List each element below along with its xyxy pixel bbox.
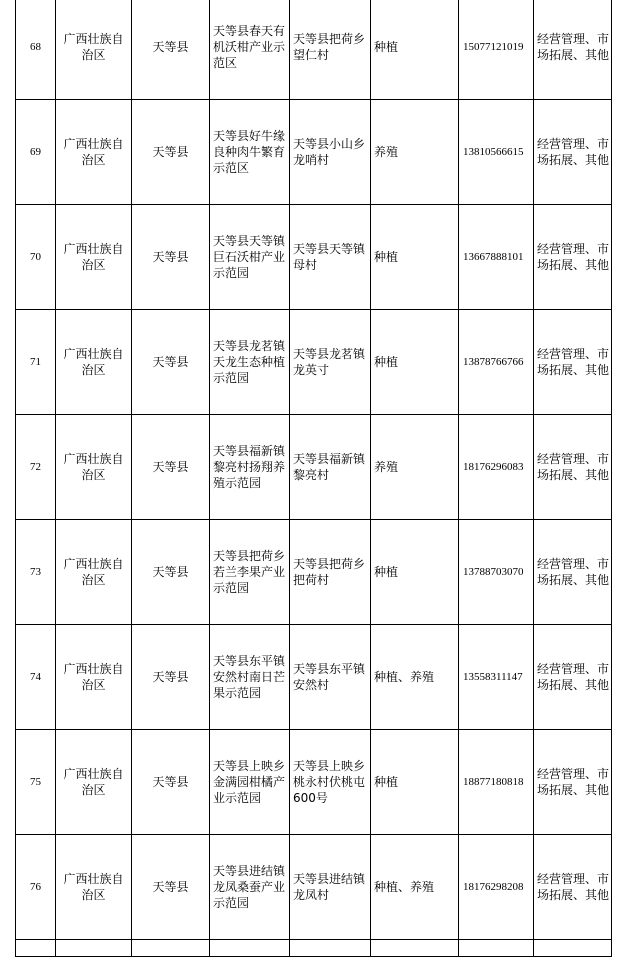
province-cell: 广西壮族自治区 bbox=[56, 625, 132, 730]
needs-cell: 经营管理、市场拓展、其他 bbox=[534, 310, 612, 415]
phone-cell: 13667888101 bbox=[459, 205, 534, 310]
industry-type-cell: 种植 bbox=[371, 520, 459, 625]
row-number: 75 bbox=[16, 730, 56, 835]
needs-cell: 经营管理、市场拓展、其他 bbox=[534, 100, 612, 205]
row-number: 68 bbox=[16, 0, 56, 100]
zone-name-cell: 天等县把荷乡若兰李果产业示范园 bbox=[210, 520, 290, 625]
province-cell: 广西壮族自治区 bbox=[56, 835, 132, 940]
industry-type-cell: 养殖 bbox=[371, 415, 459, 520]
table-row bbox=[16, 625, 612, 730]
phone-cell: 13878766766 bbox=[459, 310, 534, 415]
industry-type-cell: 种植、养殖 bbox=[371, 835, 459, 940]
county-cell: 天等县 bbox=[132, 205, 210, 310]
industry-type-cell: 种植 bbox=[371, 0, 459, 100]
row-number: 76 bbox=[16, 835, 56, 940]
needs-cell: 经营管理、市场拓展、其他 bbox=[534, 0, 612, 100]
row-number: 73 bbox=[16, 520, 56, 625]
county-cell: 天等县 bbox=[132, 625, 210, 730]
phone-cell: 18176298208 bbox=[459, 835, 534, 940]
county-cell: 天等县 bbox=[132, 100, 210, 205]
phone-cell: 13810566615 bbox=[459, 100, 534, 205]
zone-name-cell: 天等县好牛缘良种肉牛繁育示范区 bbox=[210, 100, 290, 205]
table-row bbox=[16, 0, 612, 100]
county-cell: 天等县 bbox=[132, 0, 210, 100]
province-cell: 广西壮族自治区 bbox=[56, 730, 132, 835]
table-row bbox=[16, 730, 612, 835]
province-cell: 广西壮族自治区 bbox=[56, 100, 132, 205]
province-cell: 广西壮族自治区 bbox=[56, 0, 132, 100]
province-cell: 广西壮族自治区 bbox=[56, 310, 132, 415]
row-number: 71 bbox=[16, 310, 56, 415]
zone-name-cell: 天等县进结镇龙凤桑蚕产业示范园 bbox=[210, 835, 290, 940]
row-number: 74 bbox=[16, 625, 56, 730]
row-number: 70 bbox=[16, 205, 56, 310]
industry-type-cell: 种植 bbox=[371, 730, 459, 835]
phone-cell: 15077121019 bbox=[459, 0, 534, 100]
province-cell: 广西壮族自治区 bbox=[56, 205, 132, 310]
province-cell: 广西壮族自治区 bbox=[56, 415, 132, 520]
phone-cell: 18877180818 bbox=[459, 730, 534, 835]
needs-cell: 经营管理、市场拓展、其他 bbox=[534, 520, 612, 625]
location-cell: 天等县上映乡桃永村伏桃屯600号 bbox=[290, 730, 371, 835]
phone-cell: 18176296083 bbox=[459, 415, 534, 520]
location-cell: 天等县龙茗镇龙英寸 bbox=[290, 310, 371, 415]
industry-type-cell: 种植 bbox=[371, 205, 459, 310]
table-row bbox=[16, 520, 612, 625]
county-cell: 天等县 bbox=[132, 310, 210, 415]
table-row bbox=[16, 415, 612, 520]
location-cell: 天等县把荷乡望仁村 bbox=[290, 0, 371, 100]
table-row bbox=[16, 835, 612, 940]
needs-cell: 经营管理、市场拓展、其他 bbox=[534, 625, 612, 730]
location-cell: 天等县进结镇龙凤村 bbox=[290, 835, 371, 940]
province-cell: 广西壮族自治区 bbox=[56, 520, 132, 625]
zone-name-cell: 天等县上映乡金满园柑橘产业示范园 bbox=[210, 730, 290, 835]
row-number: 72 bbox=[16, 415, 56, 520]
needs-cell: 经营管理、市场拓展、其他 bbox=[534, 835, 612, 940]
industry-type-cell: 种植 bbox=[371, 310, 459, 415]
county-cell: 天等县 bbox=[132, 835, 210, 940]
demonstration-zone-table bbox=[15, 0, 612, 957]
needs-cell: 经营管理、市场拓展、其他 bbox=[534, 730, 612, 835]
needs-cell: 经营管理、市场拓展、其他 bbox=[534, 415, 612, 520]
table-row bbox=[16, 205, 612, 310]
table-row bbox=[16, 310, 612, 415]
needs-cell: 经营管理、市场拓展、其他 bbox=[534, 205, 612, 310]
location-cell: 天等县福新镇黎亮村 bbox=[290, 415, 371, 520]
location-cell: 天等县小山乡龙哨村 bbox=[290, 100, 371, 205]
table-row bbox=[16, 100, 612, 205]
zone-name-cell: 天等县东平镇安然村南日芒果示范园 bbox=[210, 625, 290, 730]
location-cell: 天等县天等镇母村 bbox=[290, 205, 371, 310]
county-cell: 天等县 bbox=[132, 415, 210, 520]
industry-type-cell: 种植、养殖 bbox=[371, 625, 459, 730]
county-cell: 天等县 bbox=[132, 730, 210, 835]
industry-type-cell: 养殖 bbox=[371, 100, 459, 205]
county-cell: 天等县 bbox=[132, 520, 210, 625]
zone-name-cell: 天等县龙茗镇天龙生态种植示范园 bbox=[210, 310, 290, 415]
zone-name-cell: 天等县福新镇黎亮村扬翔养殖示范园 bbox=[210, 415, 290, 520]
row-number: 69 bbox=[16, 100, 56, 205]
phone-cell: 13788703070 bbox=[459, 520, 534, 625]
phone-cell: 13558311147 bbox=[459, 625, 534, 730]
location-cell: 天等县东平镇安然村 bbox=[290, 625, 371, 730]
zone-name-cell: 天等县天等镇巨石沃柑产业示范园 bbox=[210, 205, 290, 310]
location-cell: 天等县把荷乡把荷村 bbox=[290, 520, 371, 625]
zone-name-cell: 天等县春天有机沃柑产业示范区 bbox=[210, 0, 290, 100]
